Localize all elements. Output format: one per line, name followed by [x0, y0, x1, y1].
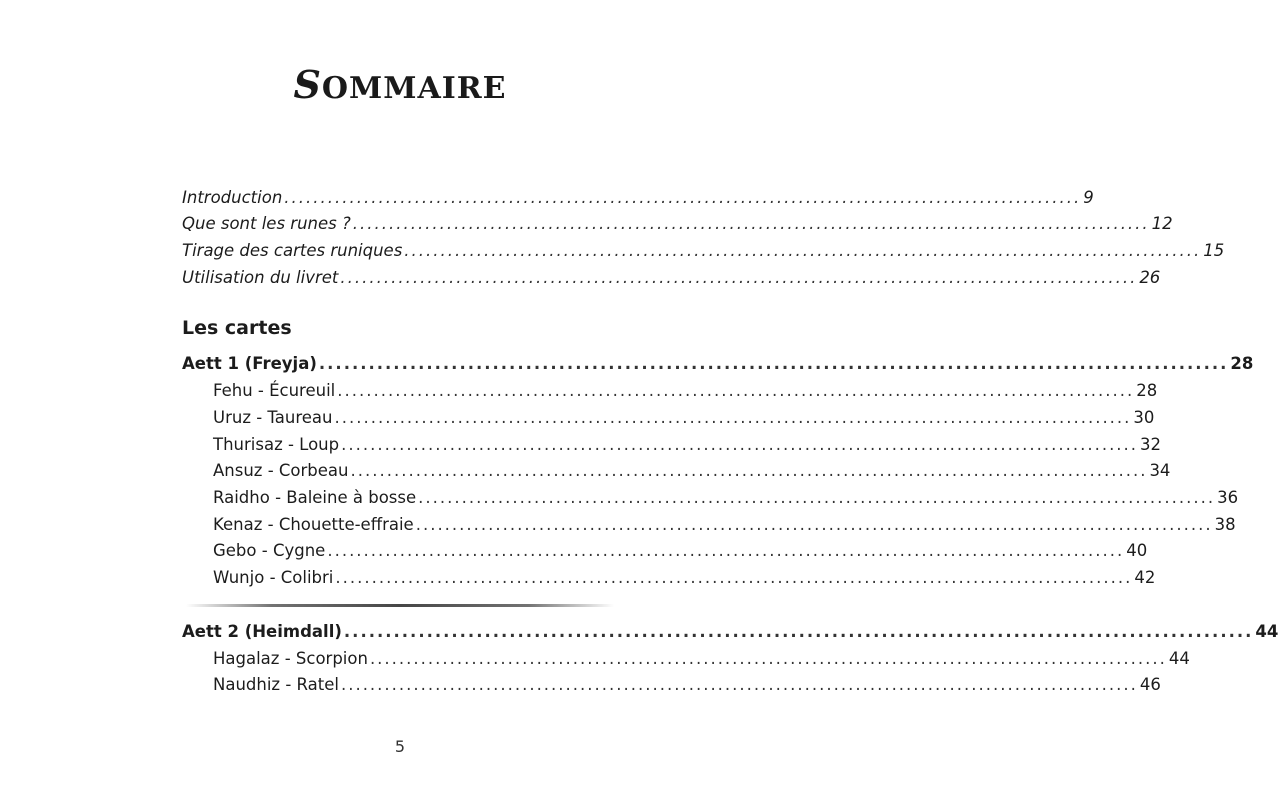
toc-entry-label: Gebo - Cygne [213, 541, 326, 560]
toc-entry-label: Introduction [182, 188, 283, 207]
toc-card-entry [213, 378, 1158, 404]
toc-card-entry [213, 405, 1155, 431]
toc-entry-label: Kenaz - Chouette-effraie [213, 515, 414, 534]
toc-entry-label: Uruz - Taureau [213, 408, 333, 427]
dot-leader: .............................................................................................................. [318, 354, 1229, 373]
dot-leader: .............................................................................................................. [352, 214, 1150, 233]
dot-leader: .............................................................................................................. [350, 461, 1148, 480]
toc-entry-label: Hagalaz - Scorpion [213, 649, 368, 668]
toc-entry-page: 32 [1140, 435, 1162, 454]
dot-leader: .............................................................................................................. [335, 568, 1133, 587]
toc-group-aett-2 [182, 619, 1278, 645]
toc-entry-page: 9 [1083, 188, 1094, 207]
toc-card-entry [213, 672, 1161, 698]
toc-card-entry [213, 512, 1236, 538]
page-title-rest: OMMAIRE [321, 71, 507, 106]
toc-entry-page: 34 [1149, 461, 1171, 480]
toc-entry-page: 30 [1133, 408, 1155, 427]
dot-leader: .............................................................................................................. [337, 381, 1135, 400]
toc-card-entry [213, 646, 1190, 672]
toc-entry-utilisation-du-livret [182, 265, 1161, 291]
toc-group-label: Aett 1 (Freyja) [182, 354, 317, 373]
dot-leader: .............................................................................................................. [284, 188, 1082, 207]
toc-group-page: 28 [1230, 354, 1254, 373]
toc-entry-introduction [182, 185, 1094, 211]
toc-card-entry [213, 538, 1148, 564]
toc-entry-que-sont-les-runes [182, 211, 1173, 237]
toc-entry-label: Raidho - Baleine à bosse [213, 488, 417, 507]
toc-card-entry [213, 565, 1156, 591]
toc-entry-page: 46 [1139, 675, 1161, 694]
toc-entry-label: Naudhiz - Ratel [213, 675, 339, 694]
toc-entry-label: Tirage des cartes runiques [182, 241, 403, 260]
toc-card-entry [213, 432, 1162, 458]
toc-card-entry [213, 485, 1239, 511]
toc-card-entry [213, 458, 1171, 484]
toc-entry-label: Que sont les runes ? [182, 214, 351, 233]
dot-leader: .............................................................................................................. [369, 649, 1167, 668]
toc-entry-label: Ansuz - Corbeau [213, 461, 349, 480]
toc-group-label: Aett 2 (Heimdall) [182, 622, 342, 641]
page-title [0, 62, 800, 107]
toc-entry-page: 38 [1214, 515, 1236, 534]
dot-leader: .............................................................................................................. [343, 622, 1254, 641]
toc-entry-page: 42 [1134, 568, 1156, 587]
dot-leader: .............................................................................................................. [415, 515, 1213, 534]
dot-leader: .............................................................................................................. [334, 408, 1132, 427]
toc-entry-label: Utilisation du livret [182, 268, 339, 287]
toc-entry-label: Thurisaz - Loup [213, 435, 340, 454]
toc-entry-page: 36 [1217, 488, 1239, 507]
toc-group-page: 44 [1255, 622, 1278, 641]
toc-entry-page: 44 [1168, 649, 1190, 668]
dot-leader: .............................................................................................................. [327, 541, 1125, 560]
toc-entry-tirage-des-cartes [182, 238, 1225, 264]
section-heading: Les cartes [182, 317, 292, 339]
toc-entry-page: 26 [1139, 268, 1161, 287]
dot-leader: .............................................................................................................. [340, 268, 1138, 287]
dot-leader: .............................................................................................................. [341, 435, 1139, 454]
section-divider [186, 604, 614, 607]
toc-entry-page: 15 [1203, 241, 1225, 260]
toc-entry-label: Wunjo - Colibri [213, 568, 334, 587]
dot-leader: .............................................................................................................. [404, 241, 1202, 260]
page-number: 5 [394, 737, 406, 756]
page-title-initial: S [293, 62, 322, 107]
dot-leader: .............................................................................................................. [340, 675, 1138, 694]
toc-entry-page: 40 [1126, 541, 1148, 560]
toc-entry-label: Fehu - Écureuil [213, 381, 336, 400]
toc-group-aett-1 [182, 351, 1254, 377]
toc-entry-page: 28 [1136, 381, 1158, 400]
dot-leader: .............................................................................................................. [418, 488, 1216, 507]
toc-entry-page: 12 [1151, 214, 1173, 233]
